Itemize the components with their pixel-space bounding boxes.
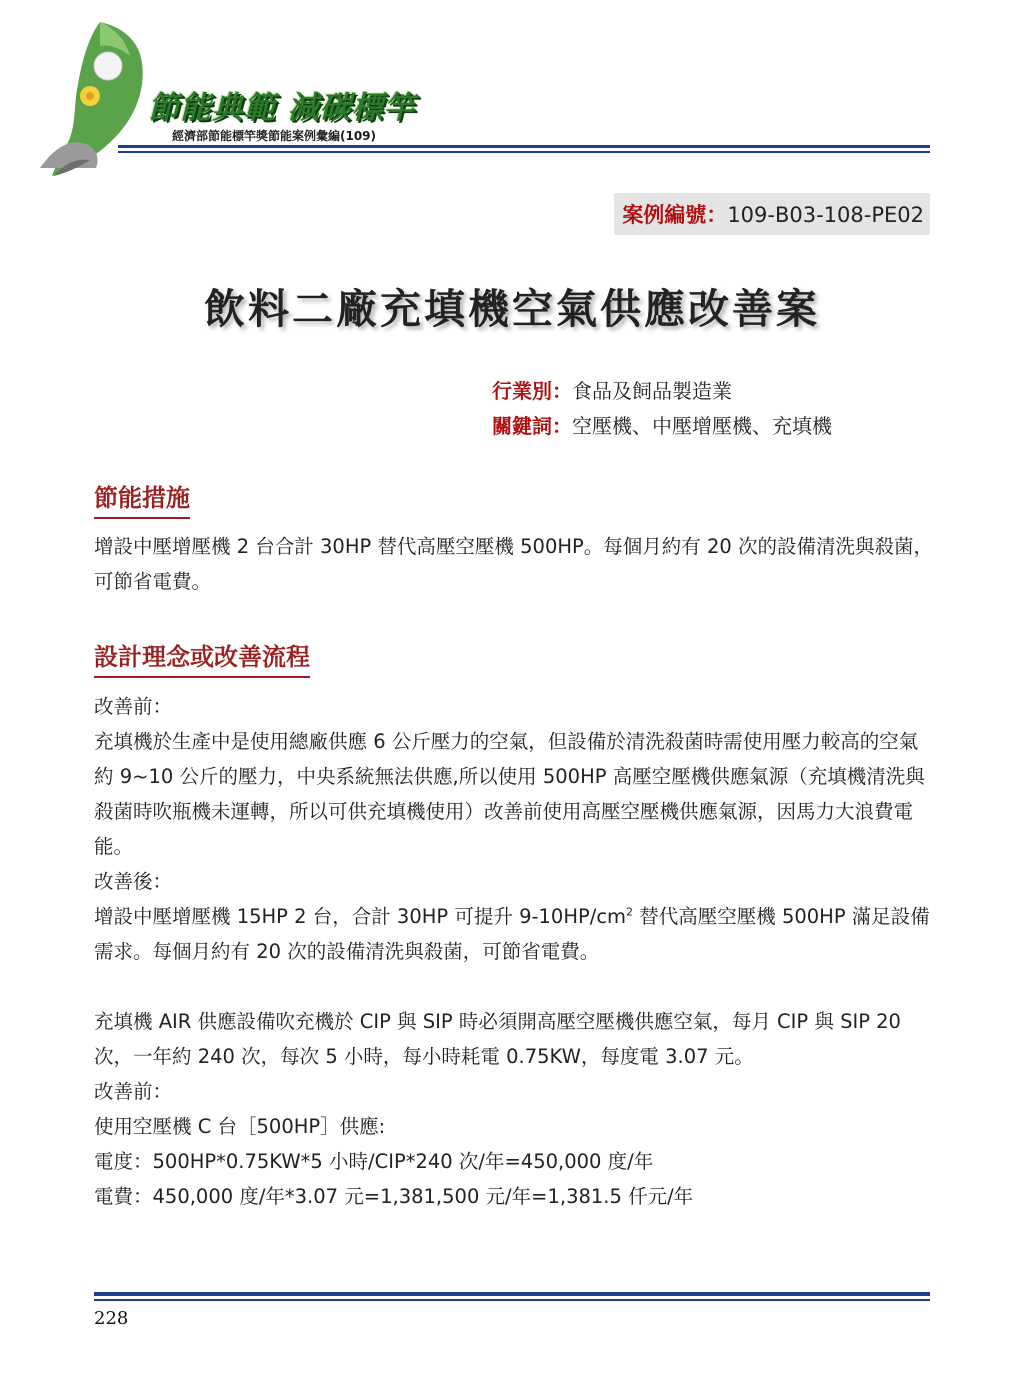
section-heading-design: 設計理念或改善流程 — [94, 637, 310, 678]
measures-paragraph: 增設中壓增壓機 2 台合計 30HP 替代高壓空壓機 500HP。每個月約有 20 次的設備清洗與殺菌，可節省電費。 — [94, 535, 933, 593]
banner-title: 節能典範 減碳標竿 — [148, 90, 416, 126]
before-paragraph: 充填機於生產中是使用總廠供應 6 公斤壓力的空氣，但設備於清洗殺菌時需使用壓力較高的空氣約 9~10 公斤的壓力，中央系統無法供應,所以使用 500HP 高壓空壓機供應氣源（充填機清洗與殺菌時吹瓶機未運轉，所以可供充填機使用）改善前使用高壓空壓機供應氣源，因馬力大浪費電能。 — [94, 730, 925, 858]
banner-subtitle: 經濟部節能標竿獎節能案例彙編(109) — [172, 129, 377, 143]
keywords-line — [492, 410, 832, 439]
case-number-label: 案例編號： — [622, 203, 728, 227]
before-label: 改善前： — [94, 695, 173, 718]
cost-calc-line: 電費：450,000 度/年*3.07 元=1,381,500 元/年=1,381.5 仟元/年 — [94, 1185, 694, 1208]
after-superscript: 2 — [626, 905, 634, 919]
after-label: 改善後： — [94, 870, 173, 893]
page-number: 228 — [94, 1308, 129, 1329]
header-rule — [118, 145, 930, 148]
industry-value: 食品及飼品製造業 — [572, 379, 732, 403]
industry-line — [492, 375, 732, 404]
after-text-part-a: 增設中壓增壓機 15HP 2 台，合計 30HP 可提升 9-10HP/cm — [94, 905, 627, 928]
keywords-label: 關鍵詞： — [492, 414, 572, 438]
after-paragraph — [94, 899, 934, 969]
after-text-part-b: 替代高壓空壓機 500HP 滿足設備需求。每個月約有 20 次的設備清洗與殺菌，可節省電費。 — [94, 905, 930, 963]
air-supply-paragraph: 充填機 AIR 供應設備吹充機於 CIP 與 SIP 時必須開高壓空壓機供應空氣，每月 CIP 與 SIP 20 次，一年約 240 次，每次 5 小時，每小時耗電 0.75KW，每度電 3.07 元。 — [94, 1010, 901, 1068]
case-number-box — [614, 193, 930, 235]
page-header — [0, 0, 1024, 190]
power-calc-line: 電度：500HP*0.75KW*5 小時/CIP*240 次/年=450,000 度/年 — [94, 1150, 654, 1173]
case-number-value: 109-B03-108-PE02 — [727, 203, 924, 227]
spacer — [94, 969, 934, 1004]
industry-label: 行業別： — [492, 379, 572, 403]
compressor-line: 使用空壓機 C 台［500HP］供應: — [94, 1115, 386, 1138]
footer-rule-thin — [94, 1299, 930, 1301]
footer-rule — [94, 1292, 930, 1296]
section-heading-measures: 節能措施 — [94, 478, 190, 519]
page-title: 飲料二廠充填機空氣供應改善案 — [204, 285, 820, 333]
before2-label: 改善前： — [94, 1080, 173, 1103]
keywords-value: 空壓機、中壓增壓機、充填機 — [572, 414, 832, 438]
design-body — [94, 689, 934, 1214]
header-rule-thin — [118, 151, 930, 153]
